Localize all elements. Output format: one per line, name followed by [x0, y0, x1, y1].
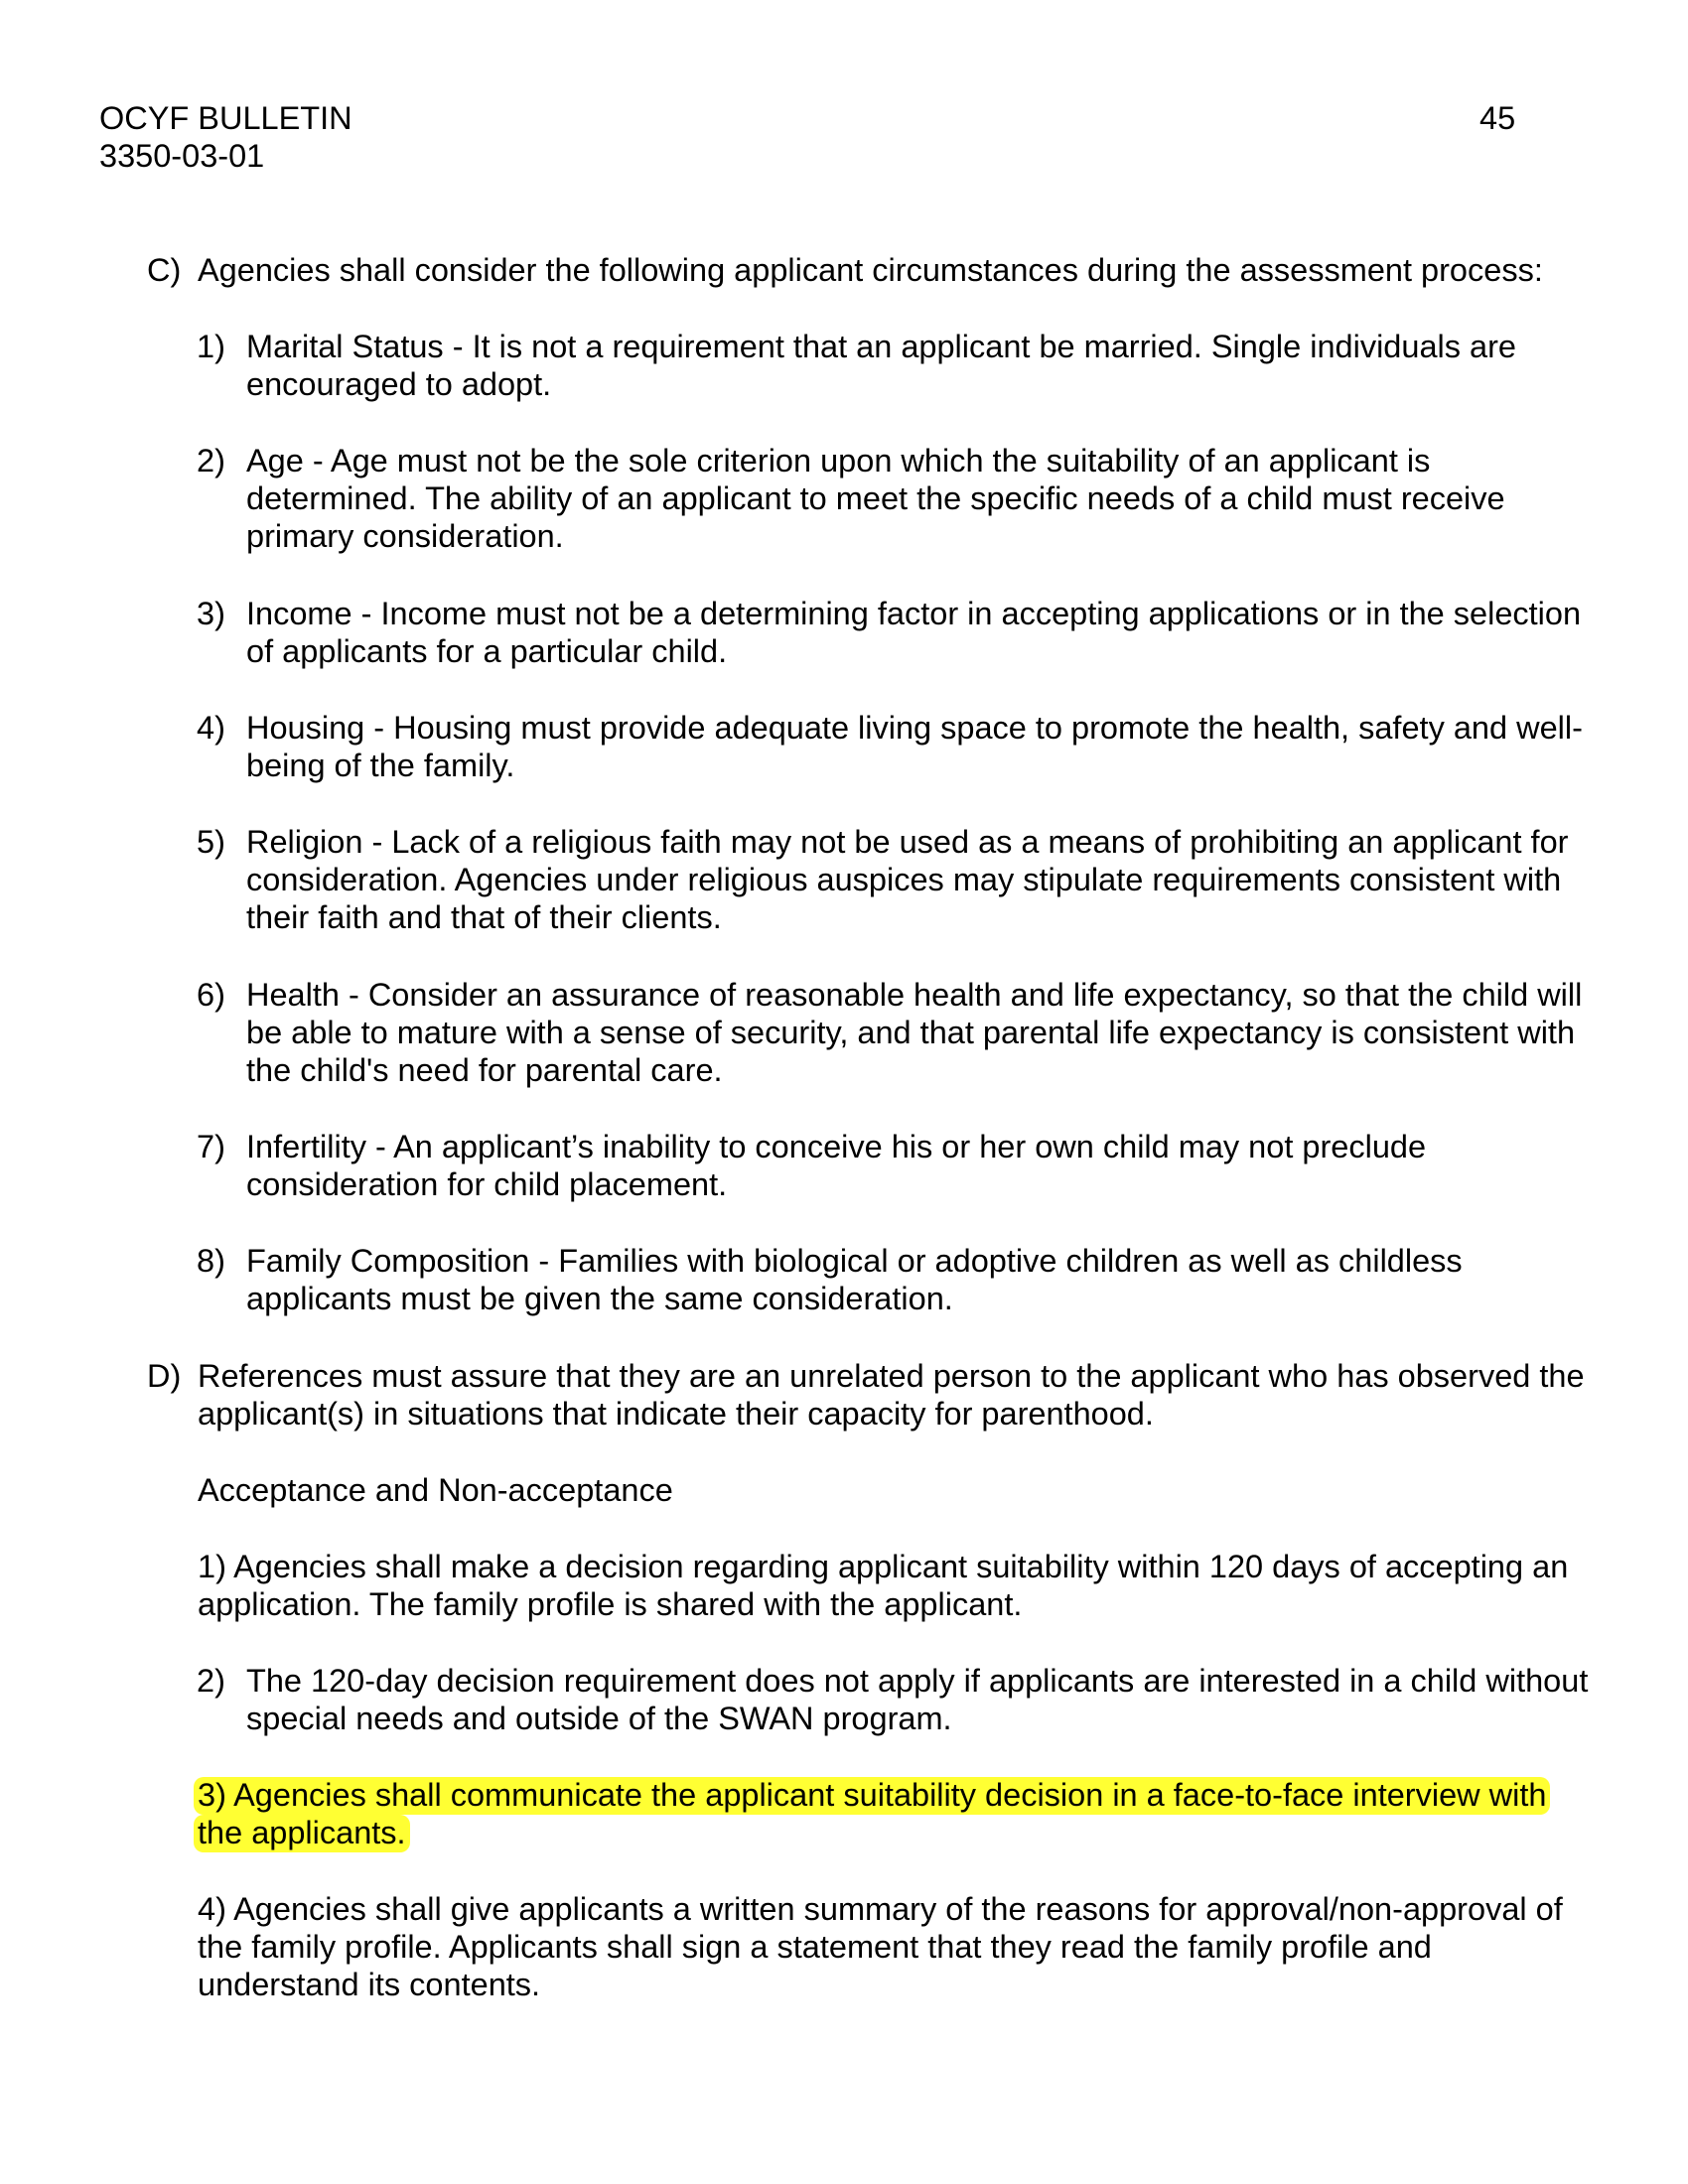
section-c-text: Agencies shall consider the following applicant circumstances during the assessment process:: [198, 252, 1543, 288]
list-item-number: 7): [197, 1129, 225, 1164]
section-c: [147, 251, 1597, 289]
list-item: [197, 1128, 1597, 1203]
acceptance-item-2: [197, 1662, 1597, 1737]
list-item-number: 4): [197, 710, 225, 746]
list-item-text: Housing - Housing must provide adequate living space to promote the health, safety and well-being of the family.: [246, 710, 1583, 783]
list-item: [197, 823, 1597, 936]
bulletin-number: 3350-03-01: [99, 138, 265, 174]
section-c-label: C): [147, 252, 182, 288]
acceptance-heading: Acceptance and Non-acceptance: [198, 1472, 673, 1508]
bulletin-title: OCYF BULLETIN: [99, 100, 352, 136]
section-d: [147, 1357, 1597, 1433]
acceptance-item-3: [198, 1776, 1588, 1851]
acceptance-item-4: 4) Agencies shall give applicants a written summary of the reasons for approval/non-approval of the family profile. Applicants shall sign a statement that they read the family profile and understand its contents.: [198, 1891, 1563, 2002]
list-item-text: Age - Age must not be the sole criterion upon which the suitability of an applicant is determined. The ability of an applicant to meet the specific needs of a child must receive primary consideration.: [246, 443, 1505, 554]
list-item-number: 2): [197, 1663, 225, 1699]
list-item-text: Religion - Lack of a religious faith may not be used as a means of prohibiting an applicant for consideration. Agencies under religious auspices may stipulate requirements consistent with their faith and that of their clients.: [246, 824, 1569, 935]
bulletin-header: [99, 99, 352, 175]
highlighted-text: 3) Agencies shall communicate the applicant suitability decision in a face-to-face interview with the applicants.: [194, 1777, 1550, 1852]
page-number: 45: [1479, 100, 1516, 136]
list-item-text: Family Composition - Families with biological or adoptive children as well as childless applicants must be given the same consideration.: [246, 1243, 1463, 1316]
list-item-text: Marital Status - It is not a requirement that an applicant be married. Single individuals are encouraged to adopt.: [246, 329, 1516, 402]
list-item-text: Health - Consider an assurance of reasonable health and life expectancy, so that the child will be able to mature with a sense of security, and that parental life expectancy is consistent with the child's need for parental care.: [246, 977, 1583, 1088]
section-d-text: References must assure that they are an unrelated person to the applicant who has observed the applicant(s) in situations that indicate their capacity for parenthood.: [198, 1358, 1585, 1432]
list-item-number: 1): [197, 329, 225, 364]
list-item-number: 3): [197, 596, 225, 631]
list-item: [197, 709, 1597, 784]
section-d-label: D): [147, 1358, 182, 1394]
list-item-number: 5): [197, 824, 225, 860]
acceptance-item-1: 1) Agencies shall make a decision regarding applicant suitability within 120 days of accepting an application. The family profile is shared with the applicant.: [198, 1549, 1569, 1622]
list-item: [197, 442, 1597, 555]
list-item-text: Infertility - An applicant’s inability to conceive his or her own child may not preclude consideration for child placement.: [246, 1129, 1427, 1202]
list-item: [197, 328, 1597, 403]
list-item: [197, 1242, 1597, 1317]
list-item-number: 8): [197, 1243, 225, 1279]
list-item-number: 2): [197, 443, 225, 478]
list-item: [197, 595, 1597, 670]
list-item-text: Income - Income must not be a determining factor in accepting applications or in the selection of applicants for a particular child.: [246, 596, 1582, 669]
list-item-number: 6): [197, 977, 225, 1013]
list-item-text: The 120-day decision requirement does not apply if applicants are interested in a child without special needs and outside of the SWAN program.: [246, 1663, 1589, 1736]
list-item: [197, 976, 1597, 1089]
